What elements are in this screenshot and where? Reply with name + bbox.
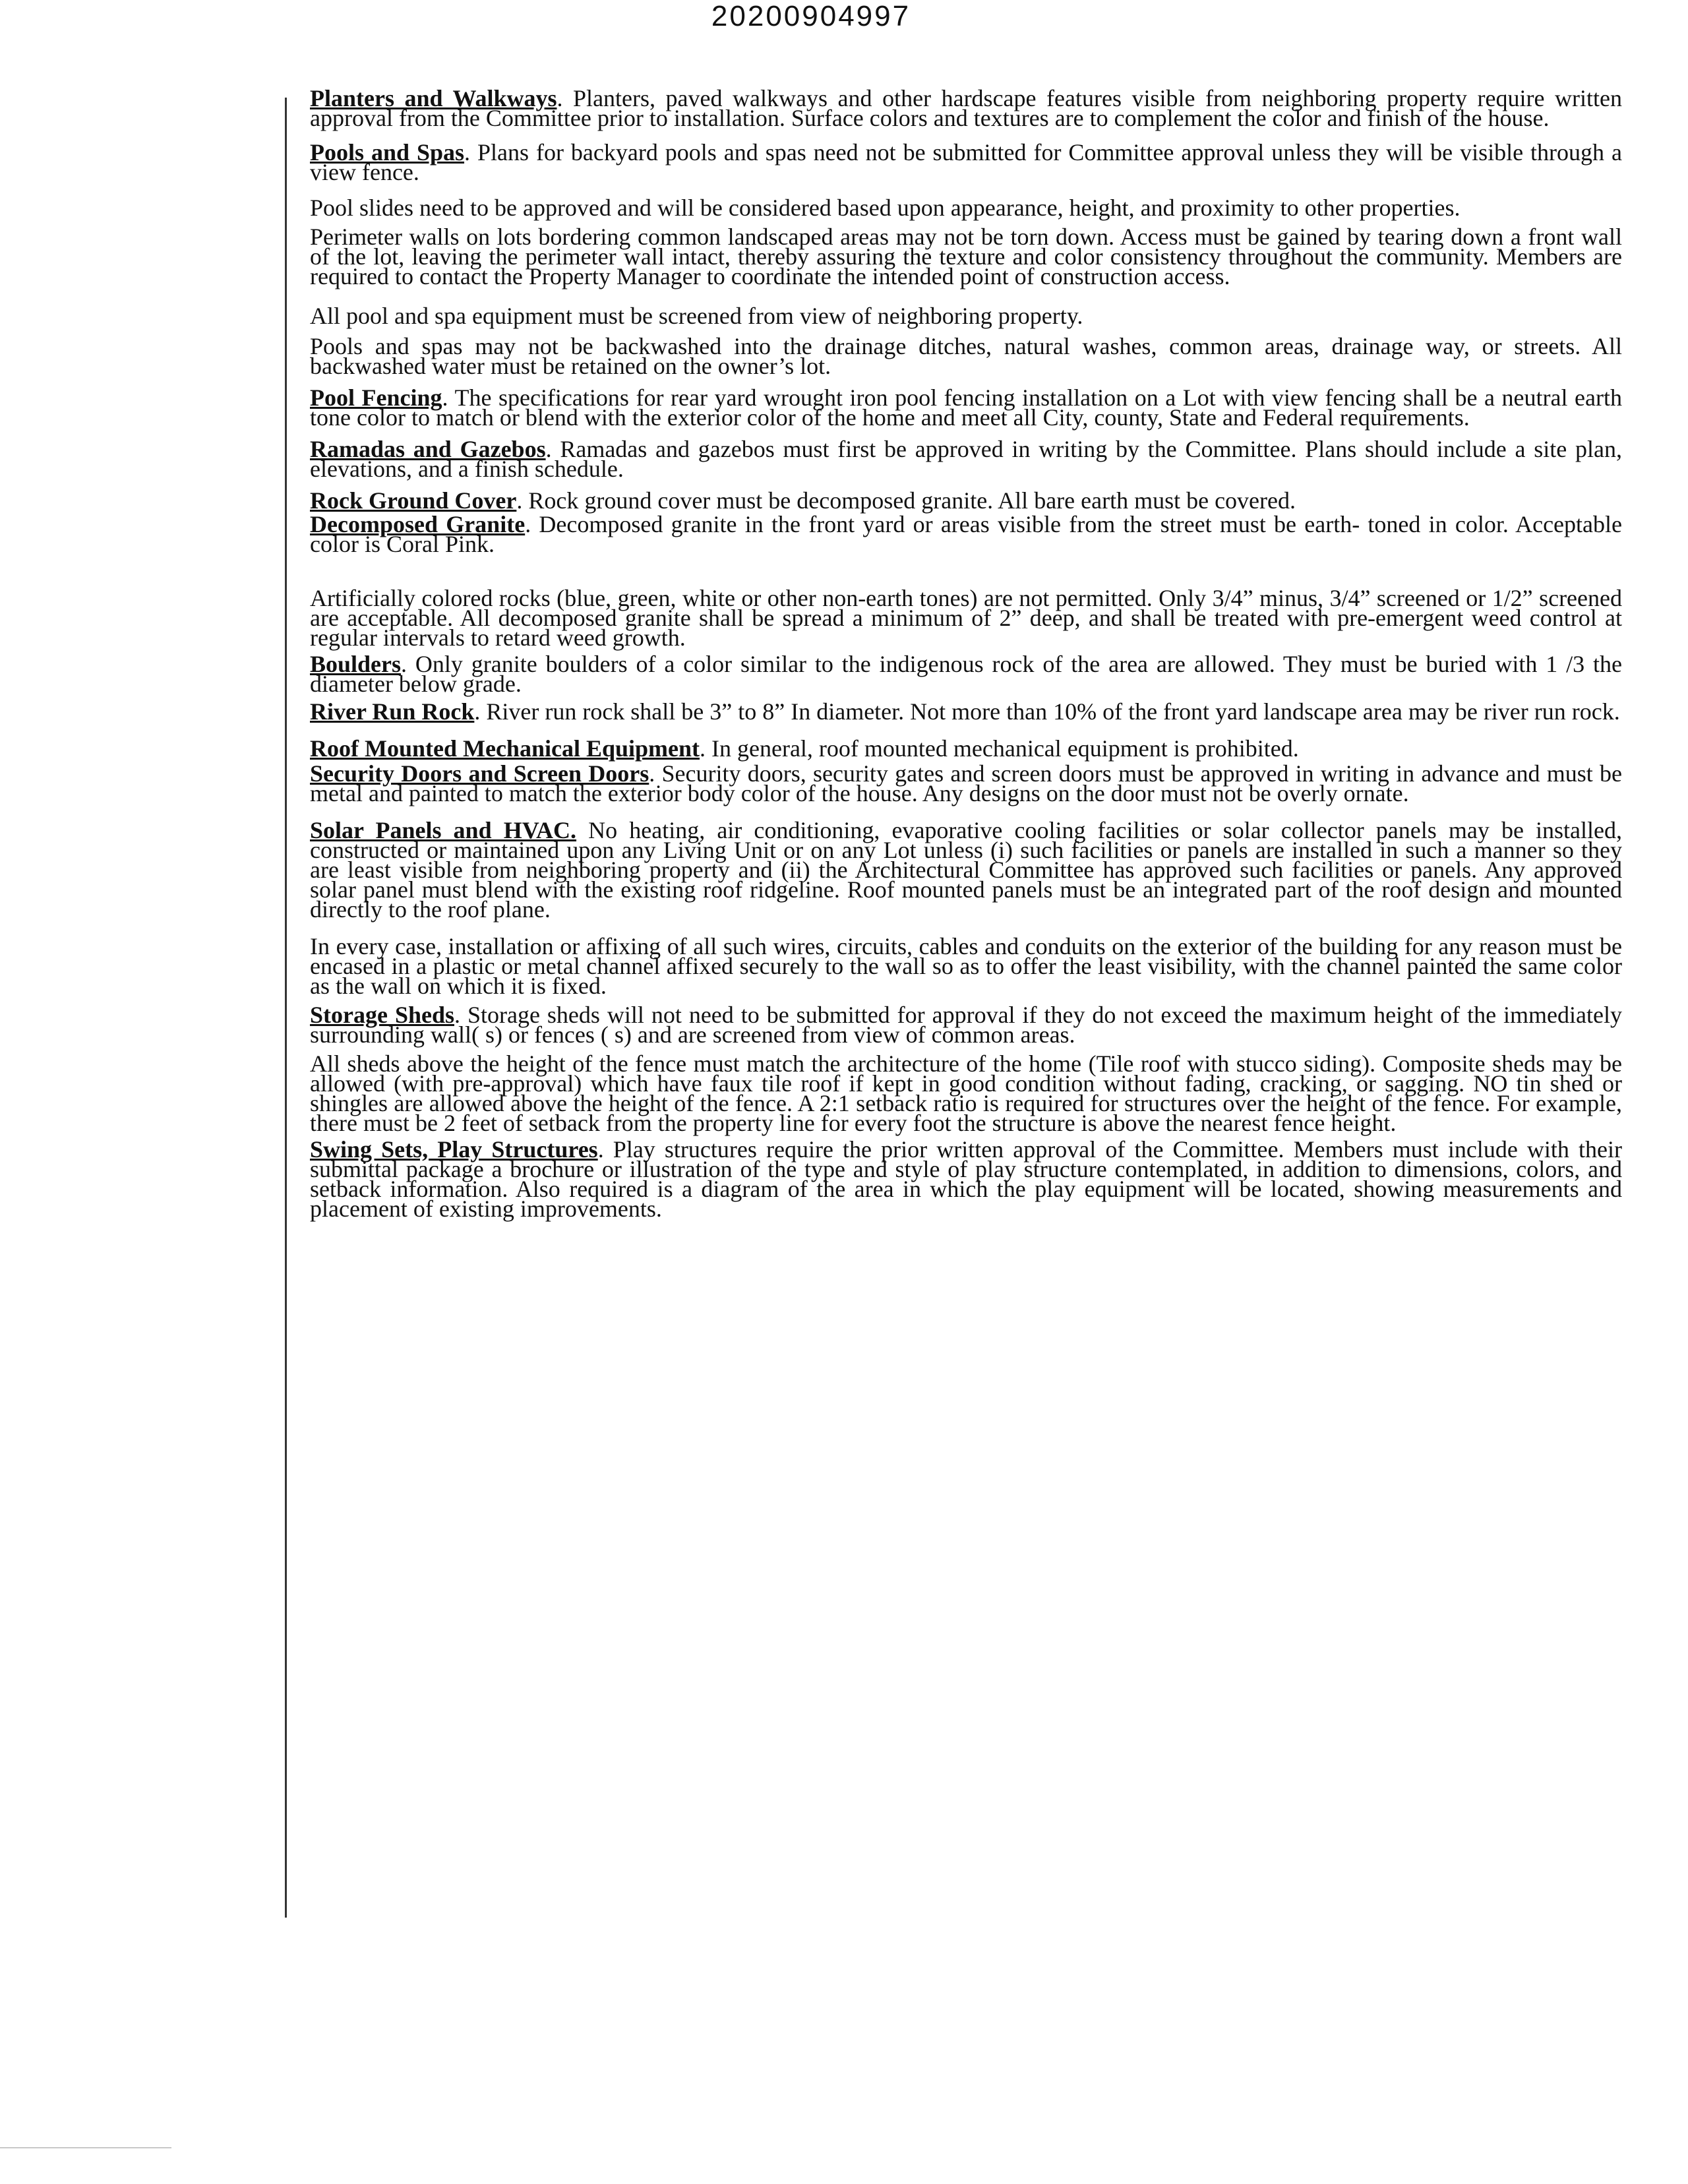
section-heading: Security Doors and Screen Doors [310, 760, 649, 787]
paragraph-pool-slides [310, 195, 1622, 221]
section-text: Pool slides need to be approved and will be considered based upon appearance, height, and proximity to other properties. [310, 195, 1461, 221]
section-text: . Play structures require the prior written approval of the Committee. Members must include with their submittal package a brochure or illustration of the type and style of play structure contemplated, in addition to dimensions, colors, and setback information. Also required is a diagram of the area in which the play equipment will be located, showing measurements and placement of existing improvements. [310, 1136, 1622, 1222]
section-heading: Solar Panels and HVAC. [310, 817, 577, 843]
section-text: . Decomposed granite in the front yard or areas visible from the street must be earth- toned in color. Acceptable color is Coral Pink. [310, 511, 1622, 557]
section-text: All pool and spa equipment must be screened from view of neighboring property. [310, 303, 1083, 329]
paragraph-ramadas-gazebos [310, 436, 1622, 482]
paragraph-swing-sets [310, 1136, 1622, 1222]
paragraph-decomposed-granite [310, 511, 1622, 557]
section-heading: Pool Fencing [310, 384, 442, 411]
section-heading: Ramadas and Gazebos [310, 436, 546, 462]
paragraph-storage-sheds [310, 1002, 1622, 1048]
scan-edge-mark [0, 2147, 171, 2148]
paragraph-rock-ground-cover [310, 487, 1622, 514]
paragraph-security-doors [310, 760, 1623, 806]
section-text: . Plans for backyard pools and spas need not be submitted for Committee approval unless they will be visible through a view fence. [310, 139, 1622, 185]
section-text: All sheds above the height of the fence must match the architecture of the home (Tile roof with stucco siding). Composite sheds may be allowed (with pre-approval) which have faux tile roof if kept in good condition without fading, cracking, or sagging. NO tin shed or shingles are allowed above the height of the fence. A 2:1 setback ratio is required for structures over the height of the fence. For example, there must be 2 feet of setback from the property line for every foot the structure is above the nearest fence height. [310, 1050, 1622, 1136]
section-heading: Decomposed Granite [310, 511, 526, 537]
section-text: . Security doors, security gates and screen doors must be approved in writing in advance and must be metal and painted to match the exterior body color of the house. Any designs on the door must not be overly ornate. [310, 760, 1623, 806]
paragraph-backwash [310, 333, 1622, 379]
paragraph-wiring [310, 933, 1622, 999]
section-text: . Only granite boulders of a color similar to the indigenous rock of the area are allowed. They must be buried with 1 /3 the diameter below grade. [310, 651, 1622, 697]
paragraph-perimeter-walls [310, 224, 1622, 289]
section-text: Pools and spas may not be backwashed into the drainage ditches, natural washes, common areas, drainage way, or streets. All backwashed water must be retained on the owner’s lot. [310, 333, 1622, 379]
section-text: No heating, air conditioning, evaporative cooling facilities or solar collector panels may be installed, constructed or maintained upon any Living Unit or on any Lot unless (i) such facilities or panels are installed in such a manner so they are least visible from neighboring property and (ii) the Architectural Committee has approved such facilities or panels. Any approved solar panel must blend with the existing roof ridgeline. Roof mounted panels must be an integrated part of the roof design and mounted directly to the roof plane. [310, 817, 1622, 923]
section-text: . The specifications for rear yard wrought iron pool fencing installation on a Lot with view fencing shall be a neutral earth tone color to match or blend with the exterior color of the home and meet all City, county, State and Federal requirements. [310, 384, 1623, 431]
section-text: Perimeter walls on lots bordering common landscaped areas may not be torn down. Access must be gained by tearing down a front wall of the lot, leaving the perimeter wall intact, thereby assuring the texture and color consistency throughout the community. Members are required to contact the Property Manager to coordinate the intended point of construction access. [310, 224, 1622, 289]
section-heading: Boulders [310, 651, 402, 677]
left-margin-rule [285, 98, 287, 1918]
paragraph-boulders [310, 651, 1622, 697]
section-heading: Storage Sheds [310, 1002, 454, 1028]
section-text: . Rock ground cover must be decomposed granite. All bare earth must be covered. [516, 487, 1296, 514]
section-text: . Planters, paved walkways and other hardscape features visible from neighboring property require written approval from the Committee prior to installation. Surface colors and textures are to complement the color and finish of the house. [310, 85, 1623, 131]
paragraph-pool-equipment [310, 303, 1622, 329]
section-heading: Rock Ground Cover [310, 487, 517, 514]
section-text: In every case, installation or affixing of all such wires, circuits, cables and conduits on the exterior of the building for any reason must be encased in a plastic or metal channel affixed securely to the wall so as to offer the least visibility, with the channel painted the same color as the wall on which it is fixed. [310, 933, 1622, 999]
section-text: . River run rock shall be 3” to 8” In diameter. Not more than 10% of the front yard landscape area may be river run rock. [474, 698, 1620, 725]
section-heading: River Run Rock [310, 698, 475, 725]
document-number: 20200904997 [711, 0, 911, 32]
paragraph-planters-walkways [310, 85, 1623, 131]
section-heading: Swing Sets, Play Structures [310, 1136, 598, 1163]
section-text: . In general, roof mounted mechanical equipment is prohibited. [700, 735, 1299, 762]
paragraph-solar-hvac [310, 817, 1622, 923]
section-heading: Pools and Spas [310, 139, 465, 166]
document-body [310, 85, 1623, 1222]
section-text: . Ramadas and gazebos must first be approved in writing by the Committee. Plans should include a site plan, elevations, and a finish schedule. [310, 436, 1622, 482]
paragraph-shed-height [310, 1050, 1622, 1136]
paragraph-pool-fencing [310, 384, 1623, 431]
paragraph-pools-spas [310, 139, 1622, 185]
paragraph-roof-mounted-equipment [310, 735, 1622, 762]
section-heading: Planters and Walkways [310, 85, 557, 111]
section-heading: Roof Mounted Mechanical Equipment [310, 735, 700, 762]
section-text: Artificially colored rocks (blue, green, white or other non-earth tones) are not permitted. Only 3/4” minus, 3/4” screened or 1/2” screened are acceptable. All decomposed granite shall be spread a minimum of 2” deep, and shall be treated with pre-emergent weed control at regular intervals to retard weed growth. [310, 585, 1622, 651]
paragraph-artificial-rocks [310, 585, 1622, 651]
section-text: . Storage sheds will not need to be submitted for approval if they do not exceed the maximum height of the immediately surrounding wall( s) or fences ( s) and are screened from view of common areas. [310, 1002, 1622, 1048]
paragraph-river-run-rock [310, 698, 1622, 725]
